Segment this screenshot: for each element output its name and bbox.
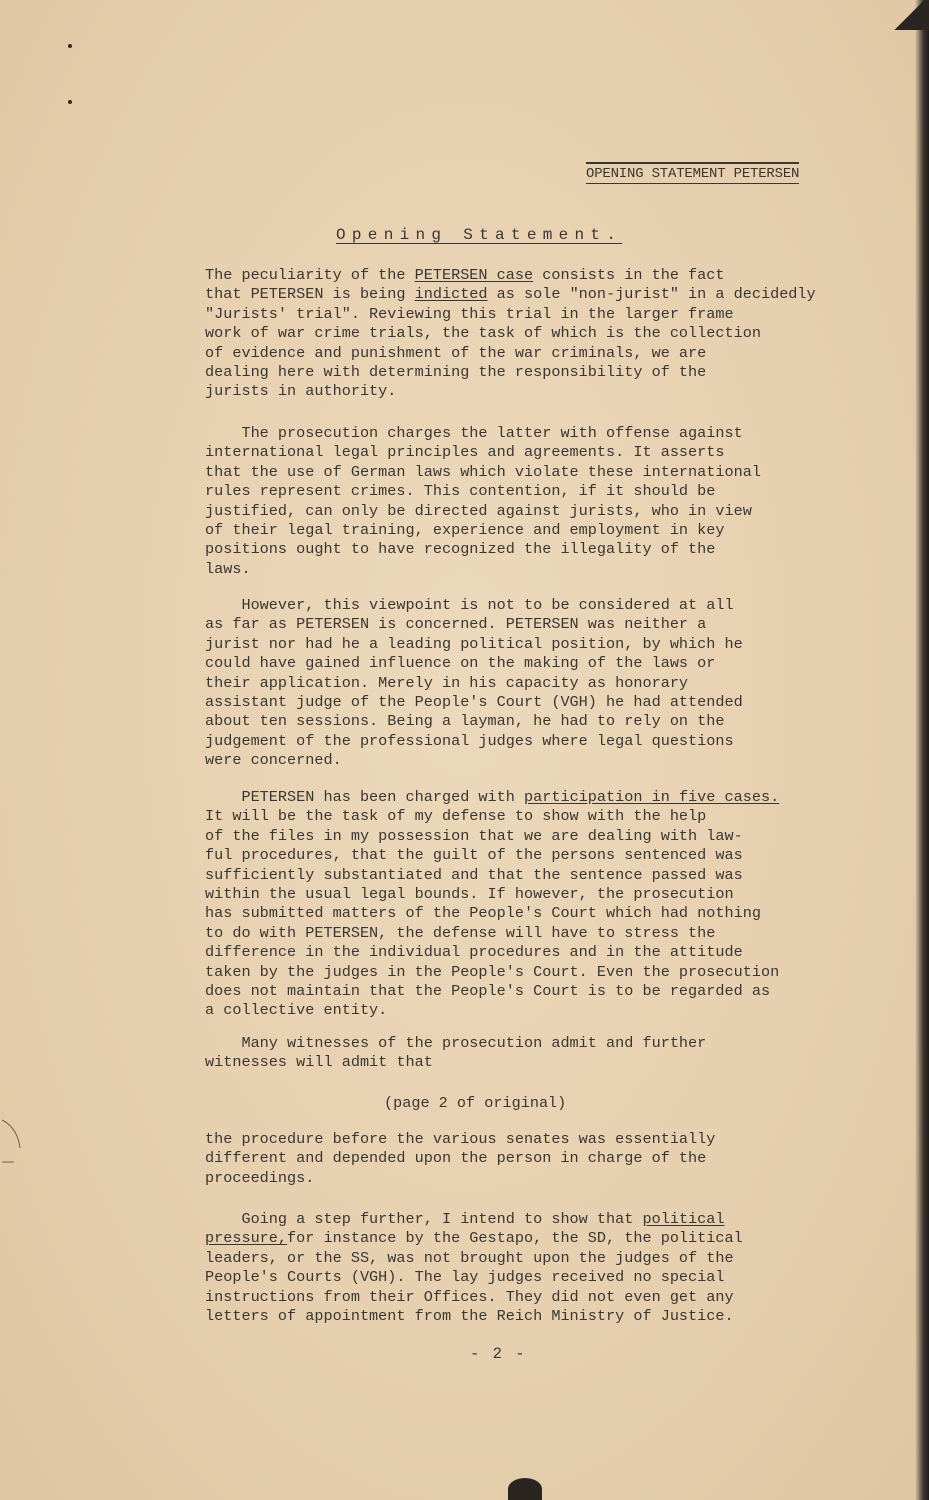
underlined-text: indicted <box>414 285 488 304</box>
text-line: judgement of the professional judges where legal questions <box>205 731 734 750</box>
text-line <box>205 285 855 304</box>
text-segment: taken by the judges in the People's Court. Even the prosecution <box>205 962 780 981</box>
text-line <box>205 827 855 846</box>
text-line: could have gained influence on the making of the laws or <box>205 654 716 673</box>
text-line: about ten sessions. Being a layman, he had to rely on the <box>205 712 725 731</box>
text-line <box>205 266 855 285</box>
text-segment: work of war crime trials, the task of which is the collection <box>205 324 761 343</box>
text-segment: of the files in my possession that we are dealing with law- <box>205 826 743 845</box>
text-segment: of evidence and punishment of the war criminals, we are <box>205 343 707 362</box>
text-line <box>205 382 855 401</box>
underlined-text: participation in five cases. <box>524 788 780 806</box>
text-line: However, this viewpoint is not to be considered at all <box>205 596 734 614</box>
page-corner-fold <box>889 0 929 30</box>
text-line <box>205 305 855 324</box>
text-segment: It will be the task of my defense to show with the help <box>205 807 707 826</box>
text-line <box>205 1229 855 1248</box>
text-line: the procedure before the various senates was essentially <box>205 1130 716 1148</box>
text-line <box>205 1001 855 1020</box>
text-line: Many witnesses of the prosecution admit and further <box>205 1034 707 1052</box>
text-line: justified, can only be directed against jurists, who in view <box>205 501 752 520</box>
text-line: positions ought to have recognized the illegality of the <box>205 540 716 559</box>
text-segment: consists in the fact <box>533 266 725 284</box>
page-number: - 2 - <box>470 1345 527 1363</box>
text-line <box>205 1249 855 1268</box>
text-segment: The peculiarity of the <box>205 266 415 284</box>
text-segment: ful procedures, that the guilt of the persons sentenced was <box>205 846 743 865</box>
underlined-text: political <box>642 1210 725 1228</box>
text-line: witnesses will admit that <box>205 1053 433 1072</box>
text-line <box>205 1288 855 1307</box>
text-line: jurist nor had he a leading political position, by which he <box>205 634 743 653</box>
underlined-text: pressure, <box>205 1229 288 1248</box>
text-line <box>205 363 855 382</box>
text-segment: dealing here with determining the responsibility of the <box>205 363 707 382</box>
text-line: were concerned. <box>205 751 342 770</box>
paragraph-7 <box>205 1210 855 1326</box>
underlined-text: PETERSEN case <box>414 266 534 284</box>
text-line: rules represent crimes. This contention, if it should be <box>205 482 716 501</box>
text-line: as far as PETERSEN is concerned. PETERSEN was neither a <box>205 615 707 634</box>
text-line <box>205 943 855 962</box>
text-segment: within the usual legal bounds. If however, the prosecution <box>205 885 734 904</box>
text-line: assistant judge of the People's Court (VGH) he had attended <box>205 693 743 712</box>
text-segment: has submitted matters of the People's Court which had nothing <box>205 904 761 923</box>
text-line <box>205 344 855 363</box>
paragraph-4 <box>205 788 855 1021</box>
text-line <box>205 885 855 904</box>
text-line <box>205 846 855 865</box>
text-segment: as sole "non-jurist" in a decidedly <box>487 285 816 304</box>
punch-mark <box>68 100 72 104</box>
page-title: Opening Statement. <box>336 226 623 244</box>
bottom-stain <box>508 1478 542 1500</box>
text-line: of their legal training, experience and employment in key <box>205 521 725 540</box>
text-line: The prosecution charges the latter with offense against <box>205 424 743 442</box>
text-segment: People's Courts (VGH). The lay judges received no special <box>205 1268 725 1287</box>
text-segment: that PETERSEN is being <box>205 285 415 304</box>
text-segment: "Jurists' trial". Reviewing this trial in the larger frame <box>205 304 734 323</box>
paragraph-1 <box>205 266 855 402</box>
text-line: laws. <box>205 559 251 578</box>
paragraph-6 <box>205 1130 855 1188</box>
text-line: their application. Merely in his capacity as honorary <box>205 673 689 692</box>
text-segment: jurists in authority. <box>205 382 397 401</box>
paragraph-5 <box>205 1034 855 1073</box>
text-line: proceedings. <box>205 1168 315 1187</box>
page-of-original-note: (page 2 of original) <box>384 1094 567 1112</box>
text-line <box>205 324 855 343</box>
paragraph-2 <box>205 424 855 579</box>
text-line: international legal principles and agreements. It asserts <box>205 443 725 462</box>
text-segment: leaders, or the SS, was not brought upon the judges of the <box>205 1248 734 1267</box>
text-segment: PETERSEN has been charged with <box>205 788 524 806</box>
text-line <box>205 982 855 1001</box>
text-line <box>205 1307 855 1326</box>
paragraph-3 <box>205 596 855 771</box>
text-line <box>205 1268 855 1287</box>
text-line: different and depended upon the person in charge of the <box>205 1149 707 1168</box>
punch-mark <box>68 44 72 48</box>
text-segment: sufficiently substantiated and that the sentence passed was <box>205 865 743 884</box>
text-line <box>205 788 855 807</box>
text-line <box>205 866 855 885</box>
page-edge-shadow <box>915 0 929 1500</box>
text-line <box>205 924 855 943</box>
text-line <box>205 1210 855 1229</box>
text-segment: for instance by the Gestapo, the SD, the political <box>287 1229 743 1248</box>
header-label: OPENING STATEMENT PETERSEN <box>586 162 799 184</box>
text-segment: letters of appointment from the Reich Ministry of Justice. <box>205 1307 734 1326</box>
text-segment: to do with PETERSEN, the defense will have to stress the <box>205 923 716 942</box>
text-segment: Going a step further, I intend to show that <box>205 1210 643 1228</box>
margin-mark <box>0 1118 26 1166</box>
text-segment: difference in the individual procedures and in the attitude <box>205 943 743 962</box>
text-segment: a collective entity. <box>205 1001 388 1020</box>
text-line <box>205 963 855 982</box>
text-segment: instructions from their Offices. They did not even get any <box>205 1287 734 1306</box>
text-line: that the use of German laws which violate these international <box>205 462 761 481</box>
text-line <box>205 807 855 826</box>
text-line <box>205 904 855 923</box>
text-segment: does not maintain that the People's Court is to be regarded as <box>205 982 771 1001</box>
